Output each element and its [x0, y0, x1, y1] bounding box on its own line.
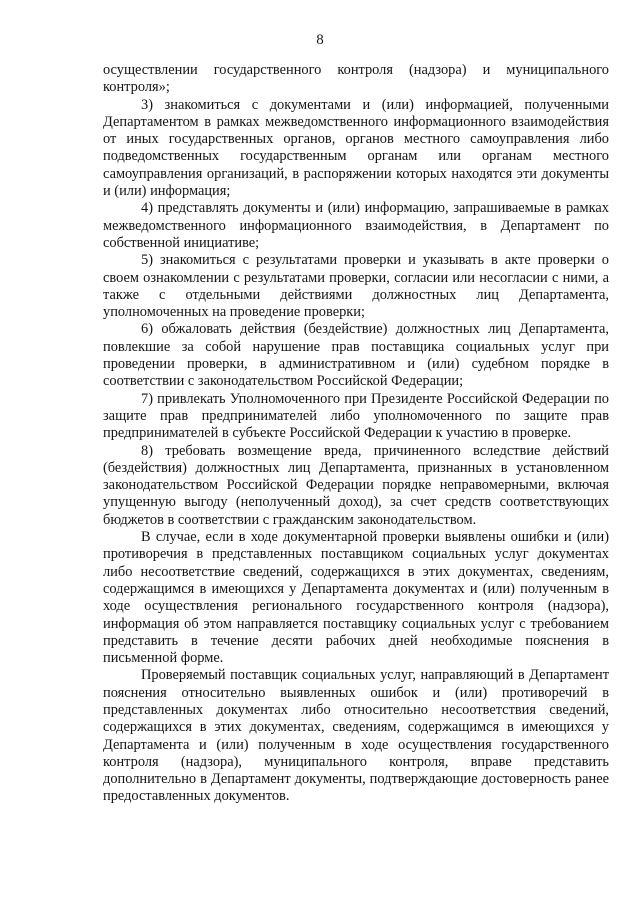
paragraph-continuation: осуществлении государственного контроля (надзора) и муниципального контроля»;: [103, 62, 609, 96]
document-body: [103, 62, 609, 806]
paragraph-item-8: 8) требовать возмещение вреда, причиненного вследствие действий (бездействия) должностных лиц Департамента, признанных в установленном законодательством Российской Федерации порядке неправомерными, включая упущенную выгоду (неполученный доход), за счет средств соответствующих бюджетов в соответствии с гражданским законодательством.: [103, 442, 609, 528]
paragraph-item-3: 3) знакомиться с документами и (или) информацией, полученными Департаментом в рамках межведомственного информационного взаимодействия от иных государственных органов, органов местного самоуправления либо подведомственных государственным органам или органам местного самоуправления организаций, в распоряжении которых находятся эти документы и (или) информация;: [103, 96, 609, 200]
paragraph-supplier-explanations: Проверяемый поставщик социальных услуг, направляющий в Департамент пояснения относительно выявленных ошибок и (или) противоречий в представленных документах либо относительно несоответствия сведений, содержащихся в этих документах, сведениям, содержащимся в имеющихся у Департамента и (или) полученным в ходе осуществления государственного контроля (надзора), муниципального контроля, вправе представить дополнительно в Департамент документы, подтверждающие достоверность ранее предоставленных документов.: [103, 667, 609, 805]
page-number: 8: [316, 32, 324, 48]
paragraph-errors-case: В случае, если в ходе документарной проверки выявлены ошибки и (или) противоречия в представленных поставщиком социальных услуг документах либо несоответствие сведений, содержащихся в этих документах, сведениям, содержащимся в имеющихся у Департамента документах и (или) полученным в ходе осуществления регионального государственного контроля (надзора), информация об этом направляется поставщику социальных услуг с требованием представить в течение десяти рабочих дней необходимые пояснения в письменной форме.: [103, 529, 609, 667]
paragraph-item-6: 6) обжаловать действия (бездействие) должностных лиц Департамента, повлекшие за собой нарушение прав поставщика социальных услуг при проведении проверки, в административном и (или) судебном порядке в соответствии с законодательством Российской Федерации;: [103, 321, 609, 390]
paragraph-item-5: 5) знакомиться с результатами проверки и указывать в акте проверки о своем ознакомлении с результатами проверки, согласии или несогласии с ними, а также с отдельными действиями должностных лиц Департамента, уполномоченных на проведение проверки;: [103, 252, 609, 321]
paragraph-item-4: 4) представлять документы и (или) информацию, запрашиваемые в рамках межведомственного информационного взаимодействия, в Департамент по собственной инициативе;: [103, 200, 609, 251]
paragraph-item-7: 7) привлекать Уполномоченного при Президенте Российской Федерации по защите прав предпринимателей либо уполномоченного по защите прав предпринимателей в субъекте Российской Федерации к участию в проверке.: [103, 390, 609, 442]
